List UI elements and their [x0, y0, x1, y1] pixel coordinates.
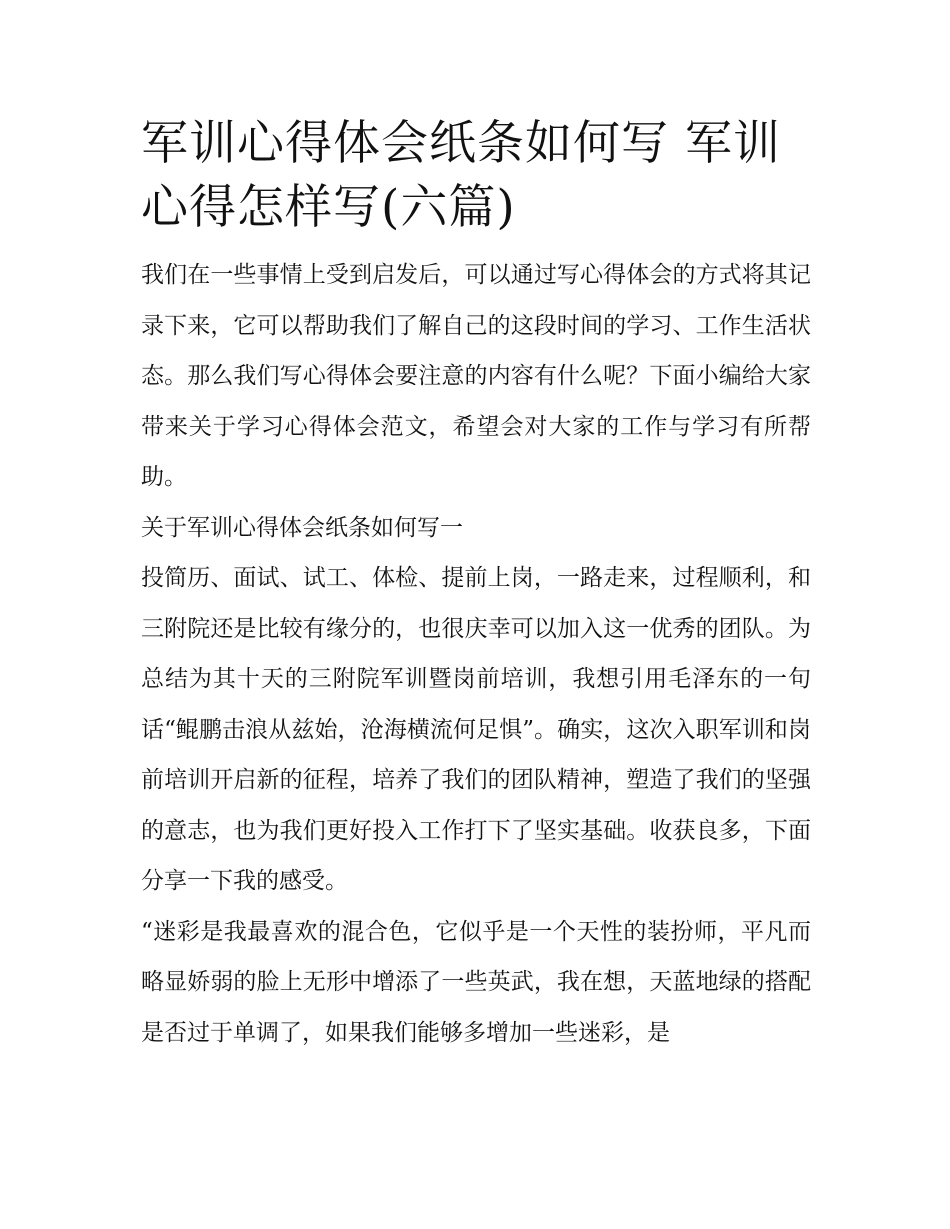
document-title: 军训心得体会纸条如何写 军训心得怎样写(六篇): [141, 116, 781, 235]
intro-paragraph: 我们在一些事情上受到启发后，可以通过写心得体会的方式将其记录下来，它可以帮助我们了解自己的这段时间的学习、工作生活状态。那么我们写心得体会要注意的内容有什么呢？下面小编给大家带来关于学习心得体会范文，希望会对大家的工作与学习有所帮助。: [141, 262, 811, 490]
body-paragraph: 投简历、面试、试工、体检、提前上岗，一路走来，过程顺利，和三附院还是比较有缘分的，也很庆幸可以加入这一优秀的团队。为总结为其十天的三附院军训暨岗前培训，我想引用毛泽东的一句话“鲲鹏击浪从兹始，沧海横流何足惧”。确实，这次入职军训和岗前培训开启新的征程，培养了我们的团队精神，塑造了我们的坚强的意志，也为我们更好投入工作打下了坚实基础。收获良多，下面分享一下我的感受。: [141, 565, 811, 894]
document-content: [141, 112, 811, 1058]
document-body: [141, 250, 811, 1058]
body-paragraph: “迷彩是我最喜欢的混合色，它似乎是一个天性的装扮师，平凡而略显娇弱的脸上无形中增添了一些英武，我在想，天蓝地绿的搭配是否过于单调了，如果我们能够多增加一些迷彩，是: [141, 918, 811, 1046]
section-heading: 关于军训心得体会纸条如何写一: [141, 514, 463, 541]
